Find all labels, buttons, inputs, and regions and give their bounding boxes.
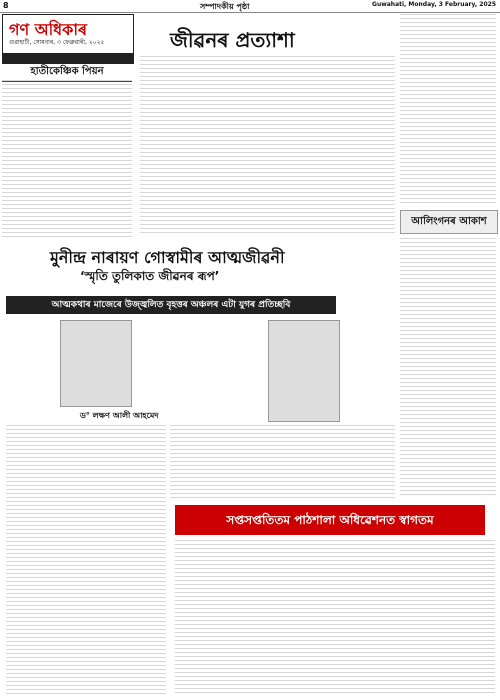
bottom-article-title: সপ্তসপ্ততিতম পাঠশালা অধিৱেশনত স্বাগতম bbox=[175, 505, 485, 535]
brand-name: গণ অধিকাৰ bbox=[9, 20, 87, 39]
top-bar bbox=[0, 0, 500, 13]
side-box-text bbox=[400, 238, 496, 498]
feature-strap: আত্মকথাৰ মাজেৰে উজ্জ্বলিত বৃহত্তৰ অঞ্চলৰ এটা যুগৰ প্ৰতিচ্ছবি bbox=[6, 296, 336, 314]
bottom-article-text bbox=[175, 540, 495, 695]
masthead-bar bbox=[3, 53, 133, 63]
main-title: জীৱনৰ প্ৰত্যাশা bbox=[170, 28, 295, 52]
masthead-subtitle: গুৱাহাটী, সোমবাৰ, ৩ ফেব্ৰুৱাৰী, ২০২৫ bbox=[9, 39, 105, 46]
page-number: 8 bbox=[3, 1, 9, 10]
feature-text-right bbox=[170, 425, 395, 500]
left-column-heading: হাতীকেঞ্চিক পিয়ন bbox=[2, 64, 132, 82]
feature-text-left bbox=[6, 425, 166, 695]
side-box-title: আলিংগনৰ আকাশ bbox=[400, 210, 498, 234]
masthead bbox=[2, 14, 134, 64]
main-body-text bbox=[140, 56, 395, 236]
feature-byline: ড° লক্ষণ আলী আহমেদ bbox=[80, 411, 159, 420]
left-column-text bbox=[2, 80, 132, 240]
feature-title: মুনীন্দ্ৰ নাৰায়ণ গোস্বামীৰ আত্মজীৱনী bbox=[50, 248, 285, 267]
book-cover-image bbox=[268, 320, 340, 422]
right-column-text bbox=[400, 14, 496, 204]
dateline: Guwahati, Monday, 3 February, 2025 bbox=[372, 1, 496, 8]
feature-subtitle: ‘স্মৃতি তুলিকাত জীৱনৰ ৰূপ’ bbox=[80, 269, 220, 283]
section-title: সম্পাদকীয় পৃষ্ঠা bbox=[200, 2, 250, 11]
author-photo bbox=[60, 320, 132, 407]
